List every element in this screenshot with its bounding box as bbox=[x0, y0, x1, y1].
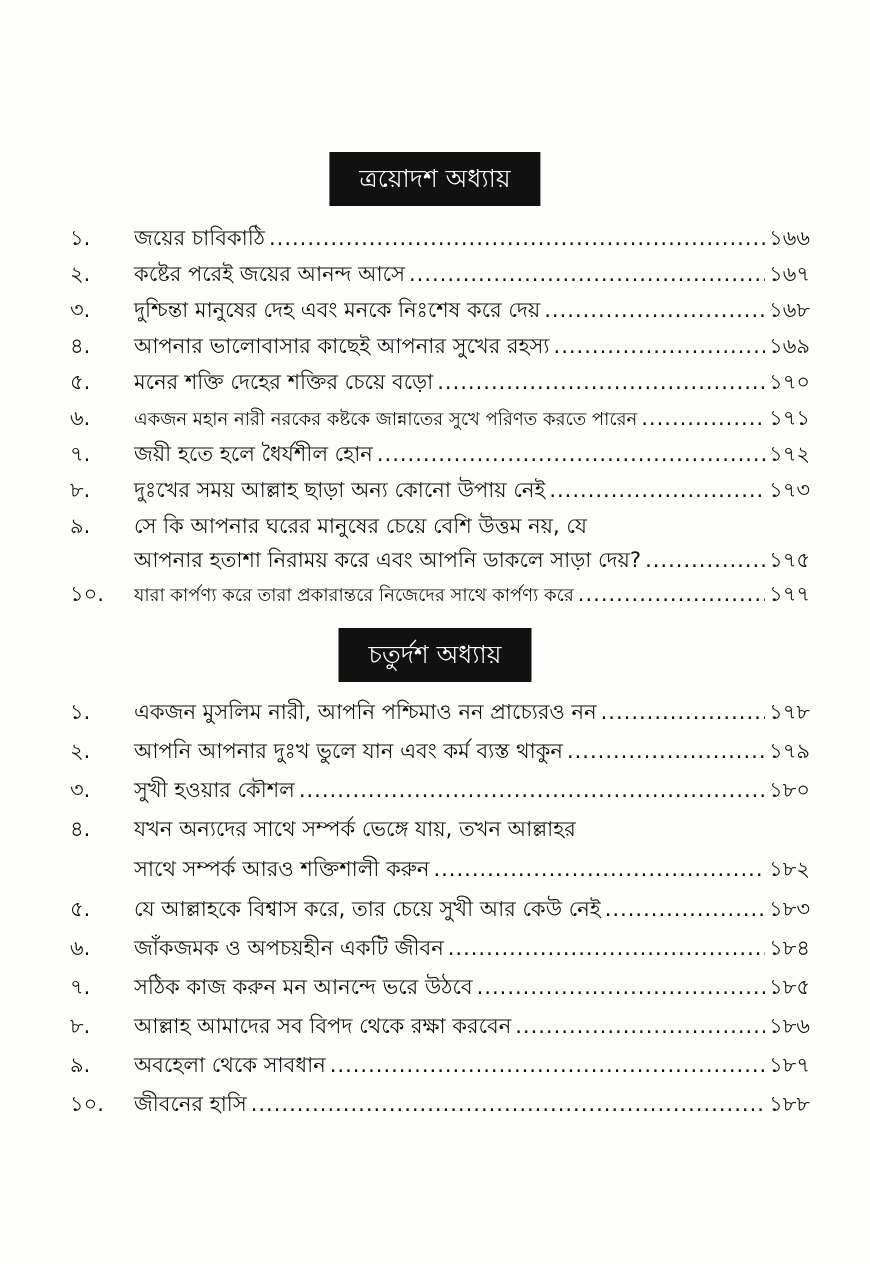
toc-entry-body bbox=[134, 438, 810, 473]
toc-entry-page-number: ১৮৪ bbox=[769, 936, 810, 960]
toc-entry-title: আপনার ভালোবাসার কাছেই আপনার সুখের রহস্য bbox=[134, 334, 550, 358]
toc-entry bbox=[70, 735, 810, 774]
toc-entry-page-number: ১৮৮ bbox=[769, 1092, 810, 1116]
toc-entry-title: যে আল্লাহকে বিশ্বাস করে, তার চেয়ে সুখী আর কেউ নেই bbox=[134, 897, 601, 921]
dot-leader bbox=[554, 334, 766, 358]
toc-entry-page-number: ১৬৯ bbox=[769, 334, 810, 358]
toc-entry-line bbox=[134, 510, 810, 544]
toc-entry-number: ১০. bbox=[70, 582, 104, 606]
toc-entry-title: দুশ্চিন্তা মানুষের দেহ এবং মনকে নিঃশেষ করে দেয় bbox=[134, 298, 541, 322]
dot-leader bbox=[433, 857, 765, 881]
toc-entry-body bbox=[134, 696, 810, 731]
dot-leader bbox=[448, 936, 765, 960]
toc-entry bbox=[70, 366, 810, 402]
chapter-13-toc bbox=[70, 222, 810, 614]
toc-entry-body bbox=[134, 474, 810, 509]
chapter-14-heading: চতুর্দশ অধ্যায় bbox=[338, 628, 531, 682]
toc-entry-title: জয়ের চাবিকাঠি bbox=[134, 226, 265, 250]
toc-entry-title: যখন অন্যদের সাথে সম্পর্ক ভেঙ্গে যায়, তখন আল্লাহর bbox=[134, 817, 576, 841]
toc-entry-line bbox=[134, 893, 810, 928]
toc-entry-body bbox=[134, 510, 810, 578]
toc-entry-page-number: ১৮৬ bbox=[769, 1014, 810, 1038]
toc-entry-number: ২. bbox=[70, 739, 91, 763]
toc-entry-body bbox=[134, 366, 810, 401]
toc-entry bbox=[70, 258, 810, 294]
toc-entry-body bbox=[134, 735, 810, 770]
toc-entry-number: ৮. bbox=[70, 478, 91, 502]
toc-entry-title: সঠিক কাজ করুন মন আনন্দে ভরে উঠবে bbox=[134, 975, 473, 999]
toc-entry-line bbox=[134, 735, 810, 770]
toc-entry-page-number: ১৬৮ bbox=[769, 298, 810, 322]
toc-entry-page-number: ১৭৮ bbox=[769, 700, 810, 724]
dot-leader bbox=[641, 406, 765, 430]
toc-entry-line bbox=[134, 813, 810, 853]
toc-entry-title: যারা কার্পণ্য করে তারা প্রকারান্তরে নিজেদের সাথে কার্পণ্য করে bbox=[134, 585, 574, 606]
toc-entry-body bbox=[134, 294, 810, 329]
dot-leader bbox=[605, 897, 765, 921]
toc-entry-body bbox=[134, 1088, 810, 1123]
toc-entry-number: ১. bbox=[70, 226, 91, 250]
toc-entry-line bbox=[134, 258, 810, 293]
toc-entry-page-number: ১৬৬ bbox=[769, 226, 810, 250]
toc-entry bbox=[70, 294, 810, 330]
toc-entry-line bbox=[134, 696, 810, 731]
chapter-13-heading: ত্রয়োদশ অধ্যায় bbox=[329, 152, 540, 206]
toc-entry-title: দুঃখের সময় আল্লাহ ছাড়া অন্য কোনো উপায় নেই bbox=[134, 478, 546, 502]
toc-entry-page-number: ১৭৩ bbox=[769, 478, 810, 502]
toc-entry bbox=[70, 330, 810, 366]
toc-entry-number: ৭. bbox=[70, 975, 91, 999]
dot-leader bbox=[269, 226, 765, 250]
chapter-14-toc bbox=[70, 696, 810, 1127]
toc-entry-page-number: ১৭৯ bbox=[769, 739, 810, 763]
toc-entry-line bbox=[134, 544, 810, 578]
toc-entry-number: ৬. bbox=[70, 406, 91, 430]
toc-entry-body bbox=[134, 222, 810, 257]
toc-entry-number: ৬. bbox=[70, 936, 91, 960]
toc-entry-number: ৩. bbox=[70, 298, 91, 322]
toc-entry bbox=[70, 1088, 810, 1127]
toc-entry-title: একজন মুসলিম নারী, আপনি পশ্চিমাও নন প্রাচ্যেরও নন bbox=[134, 700, 597, 724]
dot-leader bbox=[544, 298, 765, 322]
dot-leader bbox=[409, 262, 765, 286]
toc-entry-body bbox=[134, 330, 810, 365]
toc-entry-page-number: ১৭৫ bbox=[769, 548, 810, 572]
toc-entry-page-number: ১৭২ bbox=[769, 442, 810, 466]
toc-entry-title: জাঁকজমক ও অপচয়হীন একটি জীবন bbox=[134, 936, 444, 960]
dot-leader bbox=[578, 582, 765, 606]
toc-entry-number: ৮. bbox=[70, 1014, 91, 1038]
toc-entry-body bbox=[134, 258, 810, 293]
dot-leader bbox=[645, 548, 765, 572]
toc-entry-number: ৫. bbox=[70, 897, 91, 921]
toc-entry-title: অবহেলা থেকে সাবধান bbox=[134, 1053, 326, 1077]
toc-entry-number: ৪. bbox=[70, 817, 91, 841]
toc-entry-number: ৪. bbox=[70, 334, 91, 358]
toc-entry-body bbox=[134, 932, 810, 967]
toc-entry-body bbox=[134, 971, 810, 1006]
toc-entry-page-number: ১৭৭ bbox=[769, 582, 810, 606]
toc-entry-line bbox=[134, 402, 810, 437]
toc-entry bbox=[70, 402, 810, 438]
toc-entry-line bbox=[134, 578, 810, 613]
toc-entry-body bbox=[134, 1049, 810, 1084]
dot-leader bbox=[377, 442, 765, 466]
toc-entry-body bbox=[134, 774, 810, 809]
toc-entry bbox=[70, 1049, 810, 1088]
toc-entry bbox=[70, 971, 810, 1010]
toc-entry-title: আপনার হতাশা নিরাময় করে এবং আপনি ডাকলে সাড়া দেয়? bbox=[134, 548, 642, 572]
dot-leader bbox=[601, 700, 765, 724]
toc-entry-page-number: ১৭১ bbox=[769, 406, 810, 430]
toc-entry-body bbox=[134, 893, 810, 928]
toc-entry-line bbox=[134, 366, 810, 401]
toc-entry-title: আপনি আপনার দুঃখ ভুলে যান এবং কর্ম ব্যস্ত থাকুন bbox=[134, 739, 563, 763]
dot-leader bbox=[437, 370, 765, 394]
toc-entry-number: ৩. bbox=[70, 778, 91, 802]
toc-entry bbox=[70, 438, 810, 474]
toc-entry bbox=[70, 578, 810, 614]
toc-entry-number: ৯. bbox=[70, 514, 91, 538]
dot-leader bbox=[549, 478, 765, 502]
dot-leader bbox=[251, 1092, 765, 1116]
toc-entry-line bbox=[134, 853, 810, 893]
toc-entry-line bbox=[134, 971, 810, 1006]
toc-entry-page-number: ১৬৭ bbox=[769, 262, 810, 286]
toc-entry bbox=[70, 893, 810, 932]
toc-entry-line bbox=[134, 1049, 810, 1084]
toc-entry-line bbox=[134, 438, 810, 473]
toc-entry-title: আল্লাহ আমাদের সব বিপদ থেকে রক্ষা করবেন bbox=[134, 1014, 512, 1038]
toc-entry-title: জয়ী হতে হলে ধৈর্যশীল হোন bbox=[134, 442, 373, 466]
toc-entry-body bbox=[134, 402, 810, 437]
toc-entry-title: একজন মহান নারী নরকের কষ্টকে জান্নাতের সুখে পরিণত করতে পারেন bbox=[134, 409, 638, 430]
toc-entry bbox=[70, 774, 810, 813]
toc-entry-line bbox=[134, 474, 810, 509]
toc-entry-title: মনের শক্তি দেহের শক্তির চেয়ে বড়ো bbox=[134, 370, 434, 394]
toc-entry-line bbox=[134, 1010, 810, 1045]
toc-entry-number: ১০. bbox=[70, 1092, 104, 1116]
toc-entry-page-number: ১৮২ bbox=[769, 857, 810, 881]
toc-entry-page-number: ১৮০ bbox=[769, 778, 810, 802]
toc-entry-page-number: ১৮৩ bbox=[769, 897, 810, 921]
toc-entry-line bbox=[134, 294, 810, 329]
toc-entry-body bbox=[134, 1010, 810, 1045]
toc-entry-line bbox=[134, 774, 810, 809]
dot-leader bbox=[330, 1053, 765, 1077]
toc-entry-body bbox=[134, 813, 810, 893]
toc-entry-number: ৭. bbox=[70, 442, 91, 466]
toc-entry-line bbox=[134, 1088, 810, 1123]
toc-entry-page-number: ১৮৫ bbox=[769, 975, 810, 999]
toc-entry-number: ১. bbox=[70, 700, 91, 724]
dot-leader bbox=[567, 739, 765, 763]
dot-leader bbox=[515, 1014, 765, 1038]
toc-entry-line bbox=[134, 932, 810, 967]
toc-entry-title: সাথে সম্পর্ক আরও শক্তিশালী করুন bbox=[134, 857, 430, 881]
toc-entry-title: সে কি আপনার ঘরের মানুষের চেয়ে বেশি উত্তম নয়, যে bbox=[134, 514, 588, 538]
toc-entry-page-number: ১৮৭ bbox=[769, 1053, 810, 1077]
toc-entry bbox=[70, 474, 810, 510]
toc-entry bbox=[70, 696, 810, 735]
toc-entry-title: কষ্টের পরেই জয়ের আনন্দ আসে bbox=[134, 262, 405, 286]
toc-entry-number: ৯. bbox=[70, 1053, 91, 1077]
dot-leader bbox=[477, 975, 765, 999]
toc-entry-line bbox=[134, 330, 810, 365]
toc-entry-title: সুখী হওয়ার কৌশল bbox=[134, 778, 295, 802]
dot-leader bbox=[299, 778, 765, 802]
toc-entry bbox=[70, 932, 810, 971]
toc-entry bbox=[70, 222, 810, 258]
toc-entry-title: জীবনের হাসি bbox=[134, 1092, 247, 1116]
toc-entry-number: ৫. bbox=[70, 370, 91, 394]
toc-entry bbox=[70, 1010, 810, 1049]
toc-entry bbox=[70, 510, 810, 578]
toc-entry bbox=[70, 813, 810, 893]
toc-entry-number: ২. bbox=[70, 262, 91, 286]
toc-entry-line bbox=[134, 222, 810, 257]
toc-entry-body bbox=[134, 578, 810, 613]
toc-entry-page-number: ১৭০ bbox=[769, 370, 810, 394]
